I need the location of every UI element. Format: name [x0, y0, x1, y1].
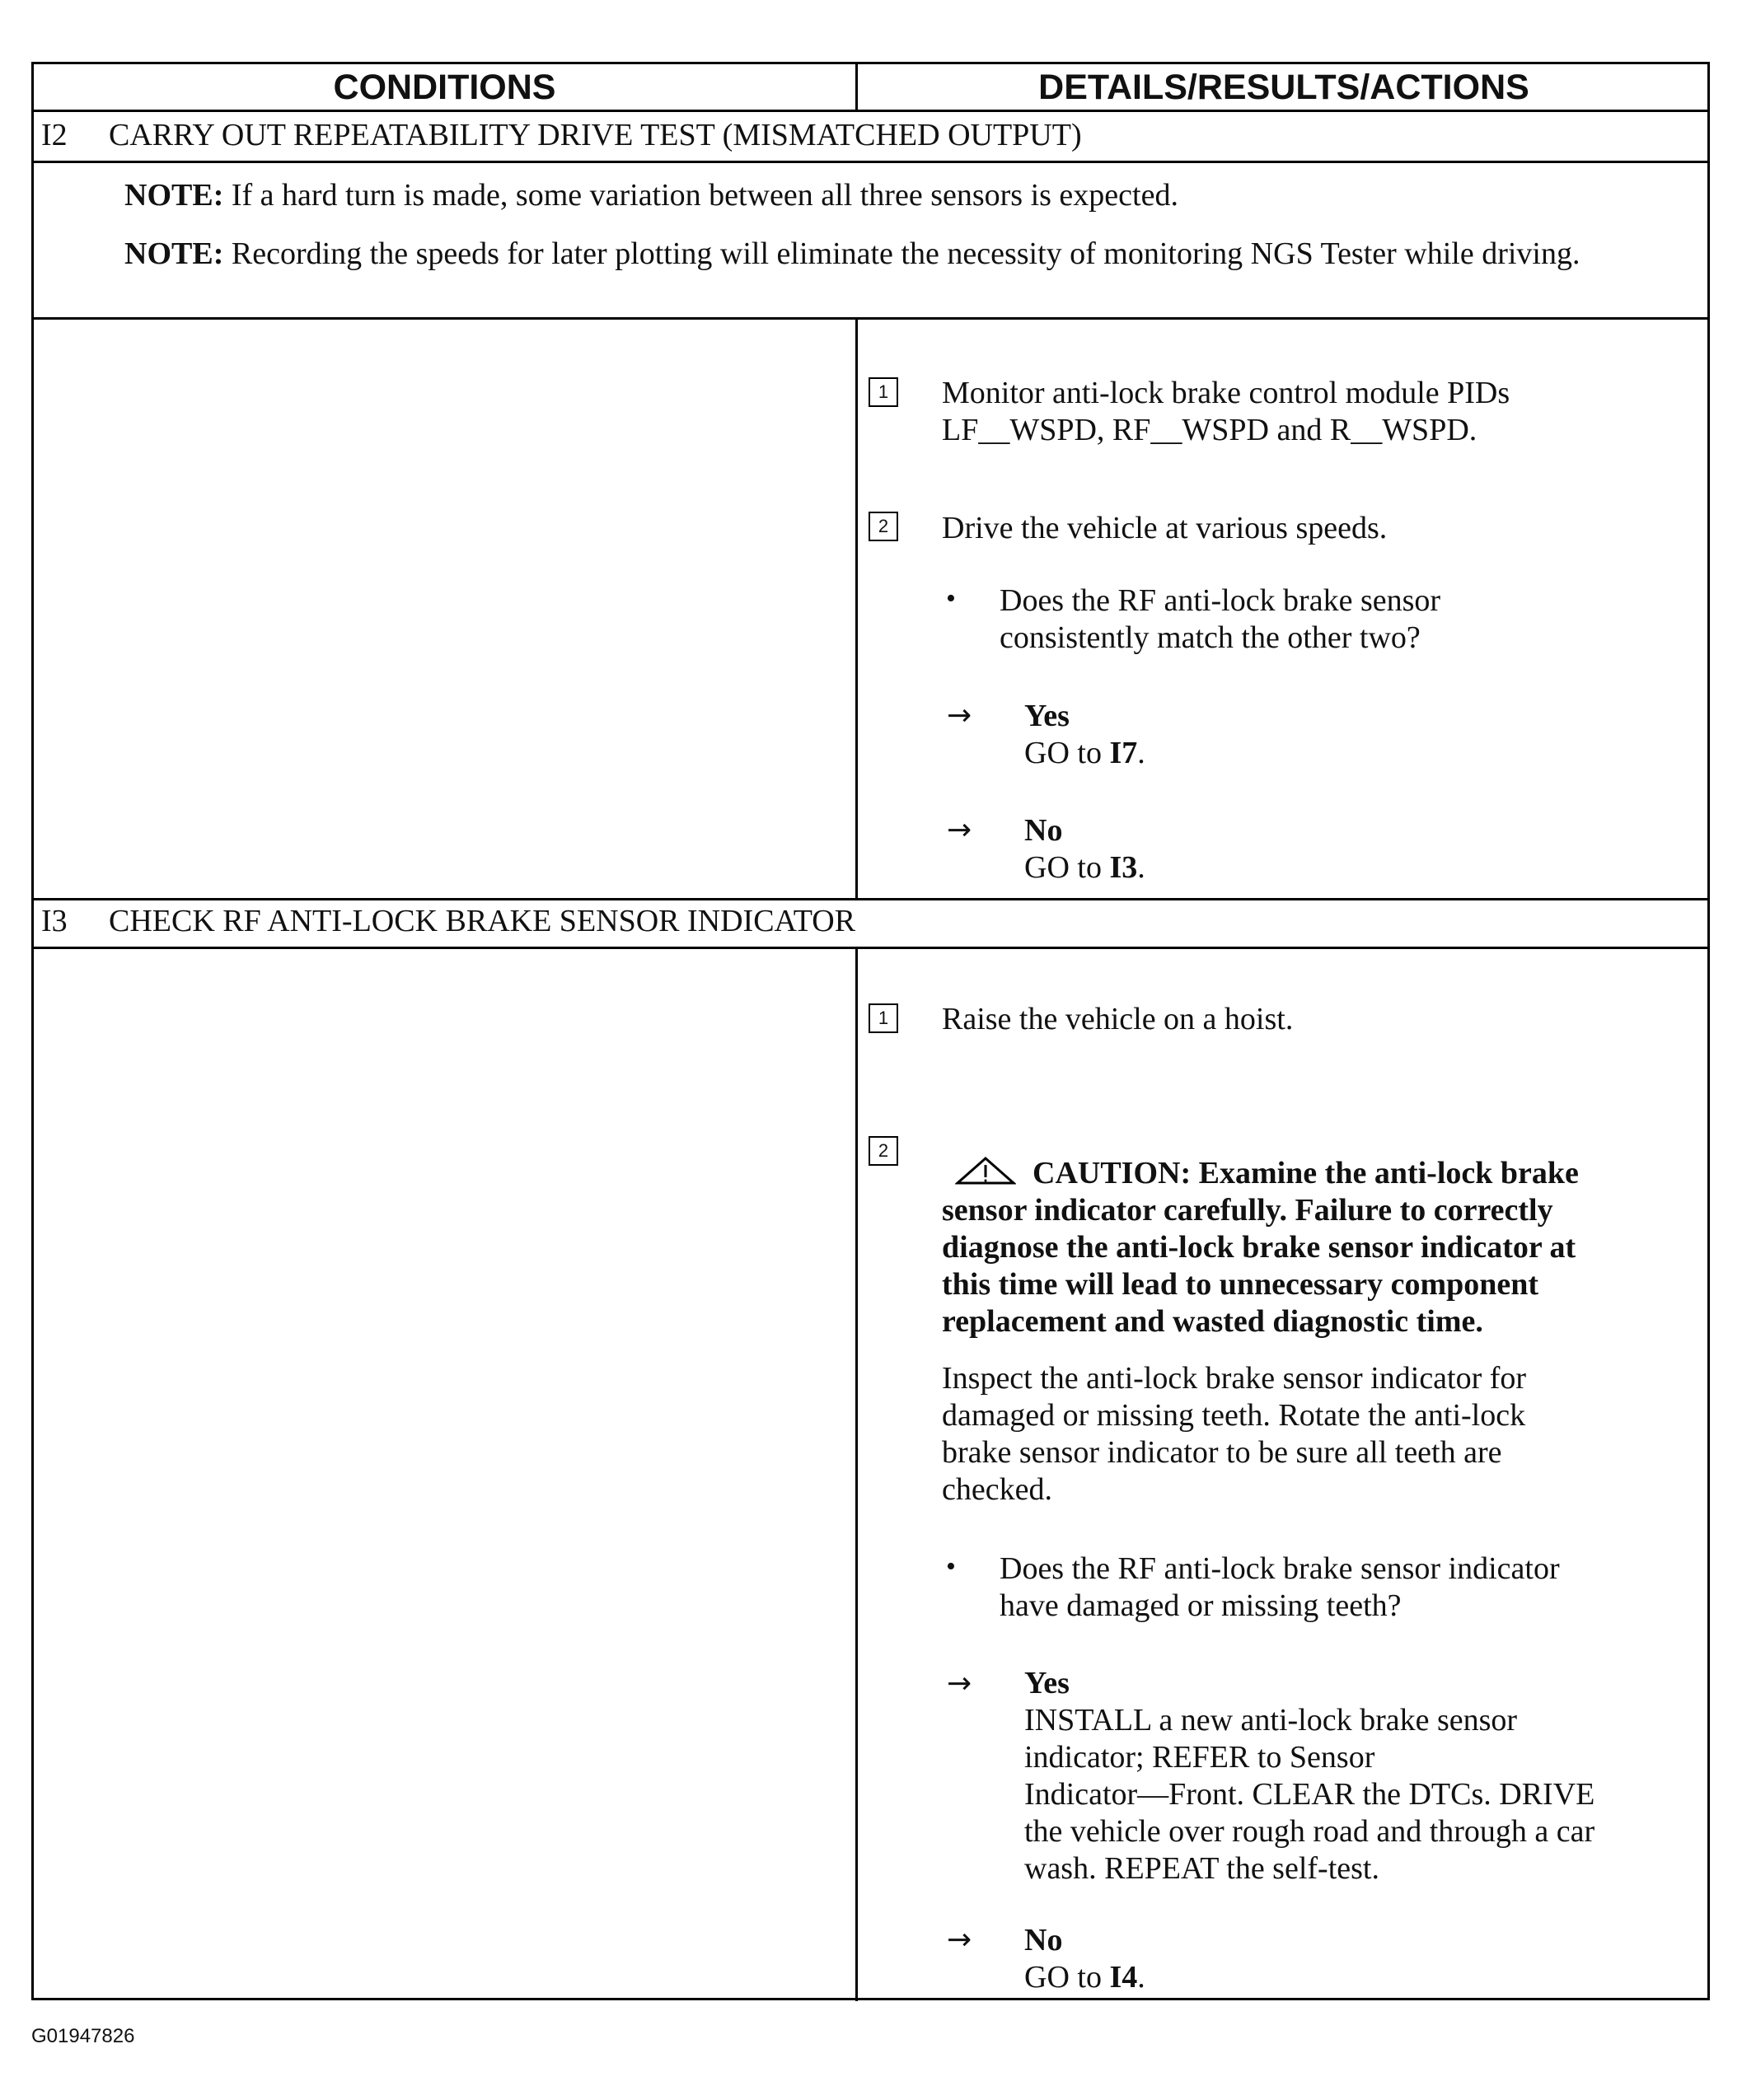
- rule-i3-title-top: [34, 898, 1707, 900]
- question-rf-match: [1000, 582, 1659, 657]
- caution-line: this time will lead to unnecessary component: [942, 1267, 1539, 1302]
- header-conditions: CONDITIONS: [333, 68, 556, 107]
- note-label: NOTE:: [124, 178, 224, 213]
- column-divider-i3: [855, 947, 858, 2001]
- note-recording: [124, 236, 1707, 272]
- bullet-icon: •: [946, 1551, 956, 1582]
- caution-text: [942, 1155, 1716, 1340]
- rule-i2-title-bottom: [34, 161, 1707, 163]
- answer-yes-i3: [1024, 1665, 1708, 1887]
- column-divider-i2: [855, 317, 858, 898]
- answer-label: Yes: [1024, 1666, 1070, 1700]
- rule-header-bottom: [34, 110, 1707, 112]
- step-number-box: 2: [869, 512, 898, 541]
- answer-action: GO to I7.: [1024, 736, 1145, 770]
- arrow-right-icon: →: [947, 1667, 972, 1700]
- go-target: I3: [1109, 850, 1138, 885]
- answer-line: the vehicle over rough road and through a car: [1024, 1814, 1595, 1849]
- rule-i3-title-bottom: [34, 947, 1707, 949]
- note-text: Recording the speeds for later plotting will eliminate the necessity of monitoring NGS Tester while driving.: [223, 236, 1580, 271]
- question-teeth: [1000, 1550, 1708, 1625]
- note-text: If a hard turn is made, some variation between all three sensors is expected.: [223, 178, 1178, 213]
- step-id-i3: I3: [41, 904, 68, 938]
- caution-line: diagnose the anti-lock brake sensor indicator at: [942, 1230, 1576, 1265]
- action-line: Monitor anti-lock brake control module PIDs: [942, 376, 1510, 410]
- action-monitor-pids: [942, 375, 1683, 449]
- caution-line: sensor indicator carefully. Failure to correctly: [942, 1193, 1553, 1228]
- inspect-instructions: [942, 1360, 1683, 1508]
- answer-yes-i2: [1024, 698, 1145, 772]
- question-line: Does the RF anti-lock brake sensor: [1000, 583, 1441, 618]
- rule-i2-notes-bottom: [34, 317, 1707, 320]
- step-number-box: 1: [869, 1003, 898, 1033]
- answer-label: No: [1024, 1923, 1063, 1957]
- note-label: NOTE:: [124, 236, 224, 271]
- figure-id: G01947826: [31, 2025, 135, 2047]
- step-title-i3: CHECK RF ANTI-LOCK BRAKE SENSOR INDICATOR: [109, 904, 856, 938]
- answer-line: indicator; REFER to Sensor: [1024, 1740, 1375, 1775]
- answer-line: INSTALL a new anti-lock brake sensor: [1024, 1703, 1518, 1738]
- answer-line: Indicator—Front. CLEAR the DTCs. DRIVE: [1024, 1777, 1595, 1812]
- question-line: Does the RF anti-lock brake sensor indicator: [1000, 1551, 1560, 1586]
- answer-label: Yes: [1024, 699, 1070, 733]
- arrow-right-icon: →: [947, 699, 972, 732]
- go-target: I7: [1109, 736, 1138, 770]
- step-number-box: 1: [869, 377, 898, 407]
- inspect-line: damaged or missing teeth. Rotate the anti-lock: [942, 1398, 1526, 1433]
- arrow-right-icon: →: [947, 1923, 972, 1957]
- step-title-i2: CARRY OUT REPEATABILITY DRIVE TEST (MISMATCHED OUTPUT): [109, 118, 1082, 152]
- question-line: consistently match the other two?: [1000, 620, 1421, 655]
- action-line: LF__WSPD, RF__WSPD and R__WSPD.: [942, 413, 1477, 447]
- bullet-icon: •: [946, 583, 956, 614]
- inspect-line: checked.: [942, 1472, 1052, 1507]
- step-number-box: 2: [869, 1136, 898, 1166]
- note-hard-turn: [124, 177, 1690, 213]
- action-drive-vehicle: Drive the vehicle at various speeds.: [942, 511, 1388, 545]
- answer-line: wash. REPEAT the self-test.: [1024, 1851, 1379, 1886]
- header-details: DETAILS/RESULTS/ACTIONS: [1038, 68, 1529, 107]
- answer-action: GO to I3.: [1024, 850, 1145, 885]
- inspect-line: brake sensor indicator to be sure all teeth are: [942, 1435, 1502, 1470]
- go-target: I4: [1109, 1960, 1138, 1995]
- diagnostic-table: [31, 62, 1710, 2000]
- action-raise-vehicle: Raise the vehicle on a hoist.: [942, 1002, 1294, 1036]
- step-id-i2: I2: [41, 118, 68, 152]
- answer-label: No: [1024, 813, 1063, 848]
- answer-no-i3: [1024, 1922, 1145, 1996]
- answer-no-i2: [1024, 812, 1145, 886]
- caution-line: CAUTION: Examine the anti-lock brake: [1033, 1156, 1579, 1190]
- caution-line: replacement and wasted diagnostic time.: [942, 1304, 1483, 1339]
- arrow-right-icon: →: [947, 813, 972, 847]
- question-line: have damaged or missing teeth?: [1000, 1588, 1402, 1623]
- inspect-line: Inspect the anti-lock brake sensor indicator for: [942, 1361, 1527, 1396]
- answer-action: GO to I4.: [1024, 1960, 1145, 1995]
